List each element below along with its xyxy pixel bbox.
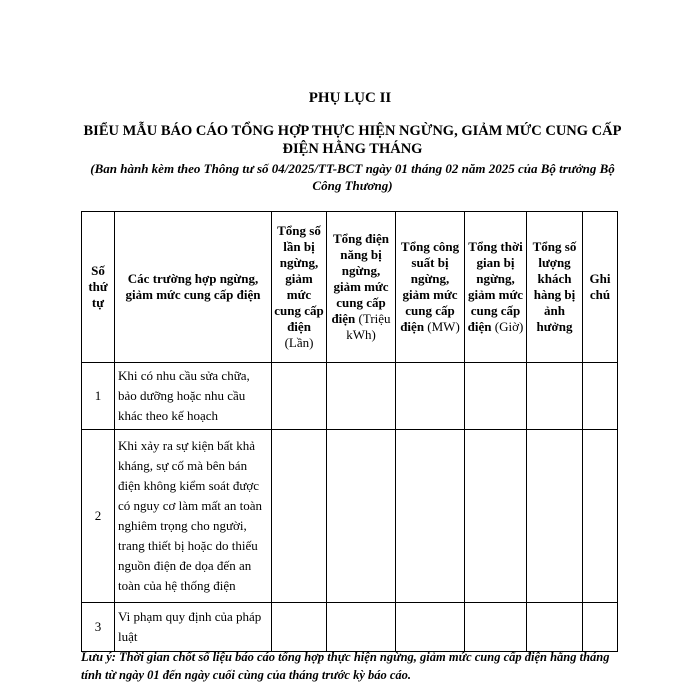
header-outage-count-unit: (Lần) [284, 335, 314, 350]
row-description: Khi xảy ra sự kiện bất khả kháng, sự cố mà bên bán điện không kiểm soát được có nguy cơ làm mất an toàn nghiêm trọng cho người, trang thiết bị hoặc do thiếu nguồn điện đe dọa đến an toàn của hệ thống điện [115, 430, 272, 603]
header-cases: Các trường hợp ngừng, giảm mức cung cấp điện [115, 212, 272, 363]
header-capacity: Tổng công suất bị ngừng, giảm mức cung cấp điện (MW) [396, 212, 465, 363]
table-row [82, 603, 618, 652]
footnote: Lưu ý: Thời gian chốt số liệu báo cáo tổng hợp thực hiện ngừng, giảm mức cung cấp điện hằng tháng tính từ ngày 01 đến ngày cuối cùng của tháng trước kỳ báo cáo. [81, 650, 610, 682]
appendix-heading: PHỤ LỤC II [308, 90, 392, 106]
row-number: 3 [82, 603, 115, 652]
cell-empty [396, 363, 465, 430]
row-number: 2 [82, 430, 115, 603]
header-capacity-unit: (MW) [427, 319, 460, 334]
cell-empty [396, 603, 465, 652]
cell-empty [272, 430, 327, 603]
cell-empty [527, 603, 583, 652]
cell-empty [465, 430, 527, 603]
cell-empty [272, 363, 327, 430]
cell-empty [327, 430, 396, 603]
header-duration-unit: (Giờ) [494, 319, 524, 334]
row-number: 1 [82, 363, 115, 430]
table-header-row [82, 212, 618, 363]
cell-empty [272, 603, 327, 652]
header-outage-count: Tổng số lần bị ngừng, giảm mức cung cấp điện (Lần) [272, 212, 327, 363]
cell-empty [583, 603, 618, 652]
table-row [82, 430, 618, 603]
document-subtitle: (Ban hành kèm theo Thông tư số 04/2025/TT-BCT ngày 01 tháng 02 năm 2025 của Bộ trưởng Bộ Công Thương) [90, 161, 615, 193]
row-description: Khi có nhu cầu sửa chữa, bảo dưỡng hoặc nhu cầu khác theo kế hoạch [115, 363, 272, 430]
cell-empty [583, 363, 618, 430]
report-table [81, 211, 618, 652]
cell-empty [527, 363, 583, 430]
document-title: BIỂU MẪU BÁO CÁO TỔNG HỢP THỰC HIỆN NGỪNG, GIẢM MỨC CUNG CẤP ĐIỆN HẰNG THÁNG [83, 123, 622, 157]
header-energy: Tổng điện năng bị ngừng, giảm mức cung cấp điện (Triệu kWh) [327, 212, 396, 363]
cell-empty [583, 430, 618, 603]
header-stt: Số thứ tự [82, 212, 115, 363]
header-customers: Tổng số lượng khách hàng bị ảnh hưởng [527, 212, 583, 363]
cell-empty [396, 430, 465, 603]
table-row [82, 363, 618, 430]
header-energy-unit: (Triệu kWh) [346, 311, 391, 342]
cell-empty [465, 603, 527, 652]
header-duration: Tổng thời gian bị ngừng, giảm mức cung cấp điện (Giờ) [465, 212, 527, 363]
row-description: Vi phạm quy định của pháp luật [115, 603, 272, 652]
cell-empty [327, 603, 396, 652]
cell-empty [527, 430, 583, 603]
header-notes: Ghi chú [583, 212, 618, 363]
cell-empty [327, 363, 396, 430]
cell-empty [465, 363, 527, 430]
